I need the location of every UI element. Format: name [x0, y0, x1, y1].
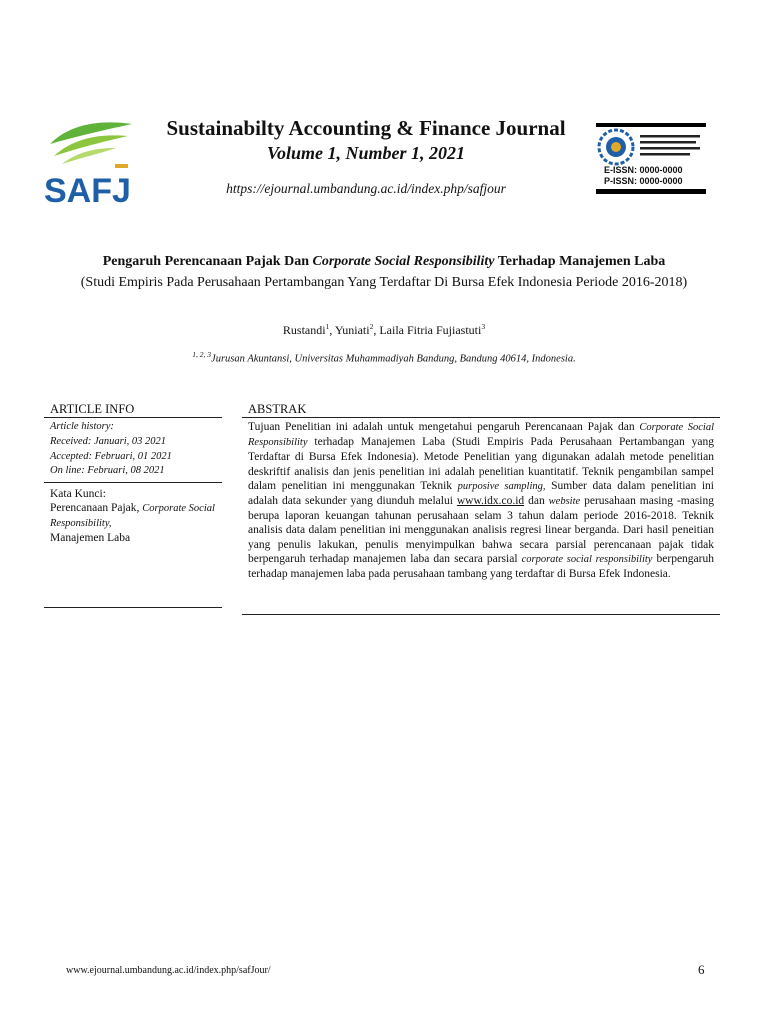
keyword: Corporate Social Responsibility,	[50, 503, 215, 530]
keyword: Manajemen Laba	[50, 532, 131, 545]
received-date: Received: Januari, 03 2021	[50, 435, 167, 447]
article-info-panel	[44, 402, 222, 608]
title-part-2: Corporate Social Responsibility	[312, 254, 495, 269]
article-info-heading: ARTICLE INFO	[44, 402, 222, 418]
abstract-italic: purposive sampling,	[457, 480, 546, 492]
affiliation-text: Jurusan Akuntansi, Universitas Muhammadiyah Bandung, Bandung 40614, Indonesia.	[211, 353, 576, 365]
accepted-date: Accepted: Februari, 01 2021	[50, 450, 172, 462]
abstract-run: berpengaruh terhadap manajemen laba pada perusahaan tambang yang terdaftar di Bursa Efek Indonesia.	[248, 552, 714, 581]
abstract-heading: ABSTRAK	[242, 402, 720, 418]
abstract-run: terhadap Manajemen Laba (Studi Empiris Pada Perusahaan Pertambangan yang Terdaftar di Bursa Efek Indonesia). Metode Penelitian yang digunakan adalah metode penelitian deskriftif analisis dan jenis penelitian ini adalah penelitian kuantitatif. Teknik pengambilan sampel dalam penelitian ini menggunakan Teknik	[248, 436, 714, 492]
affiliation-sup: 1, 2, 3	[192, 350, 212, 359]
abstract-run: perusahaan masing -masing berupa laporan keuangan tahunan perusahaan selam 3 tahun dalam periode 2016-2018. Teknik analisis data dalam penelitian ini menggunakan analisis regresi linear berganda. Dari hasil peneitian yang penulis lakukan, penulis menyimpulkan bahwa secara parsial perencanaan pajak tidak berpengaruh terhadap manajemen laba dan secara parsial	[248, 495, 714, 565]
title-part-1: Pengaruh Perencanaan Pajak Dan	[102, 254, 313, 269]
article-history	[44, 418, 222, 479]
author-name: Yuniati	[334, 323, 370, 337]
abstract-panel	[242, 402, 720, 615]
abstract-run: dan	[524, 495, 549, 508]
idx-link[interactable]: www.idx.co.id	[456, 495, 525, 508]
keyword: Perencanaan Pajak,	[50, 502, 143, 515]
abstract-italic: corporate social responsibility	[521, 553, 653, 565]
article-title	[40, 254, 728, 270]
journal-url[interactable]: https://ejournal.umbandung.ac.id/index.php/safjour	[226, 181, 506, 196]
abstract-text	[242, 418, 720, 615]
abstract-run: Tujuan Penelitian ini adalah untuk mengetahui pengaruh Perencanaan Pajak dan	[248, 421, 640, 433]
journal-logo	[42, 118, 142, 210]
eissn-label: E-ISSN: 0000-0000	[604, 165, 683, 175]
history-label: Article history:	[50, 421, 114, 432]
volume-number: Volume 1, Number 1, 2021	[266, 143, 466, 163]
author-sup: 1	[325, 322, 330, 331]
footer-url[interactable]: www.ejournal.umbandung.ac.id/index.php/safJour/	[66, 965, 271, 976]
author-sup: 2	[369, 322, 374, 331]
author-name: Laila Fitria Fujiastuti	[379, 323, 482, 337]
affiliation	[40, 350, 728, 365]
author-list: Rustandi$^1$, Yuniati$^2$, Laila Fitria Fujiastuti$^3$	[282, 322, 486, 337]
author-name: Rustandi	[282, 323, 326, 337]
pissn-label: P-ISSN: 0000-0000	[604, 176, 683, 186]
department-logo	[596, 123, 706, 195]
keywords-block	[44, 482, 222, 608]
author-sup: 3	[481, 322, 486, 331]
keywords-label: Kata Kunci:	[50, 488, 106, 501]
online-date: On line: Februari, 08 2021	[50, 465, 165, 477]
title-part-3: Terhadap Manajemen Laba	[494, 254, 666, 269]
logo-wordmark: SAFJ	[44, 172, 131, 210]
article-subtitle: (Studi Empiris Pada Perusahaan Pertambangan Yang Terdaftar Di Bursa Efek Indonesia Periode 2016-2018)	[80, 275, 688, 290]
abstract-italic: Corporate Social Responsibility	[248, 422, 714, 449]
abstract-italic: website	[548, 496, 581, 508]
abstract-run: Sumber data dalam penelitian ini adalah data sekunder yang diunduh melalui	[248, 479, 714, 508]
journal-title: Sustainabilty Accounting & Finance Journal	[166, 116, 566, 140]
page-number: 6	[698, 962, 705, 977]
